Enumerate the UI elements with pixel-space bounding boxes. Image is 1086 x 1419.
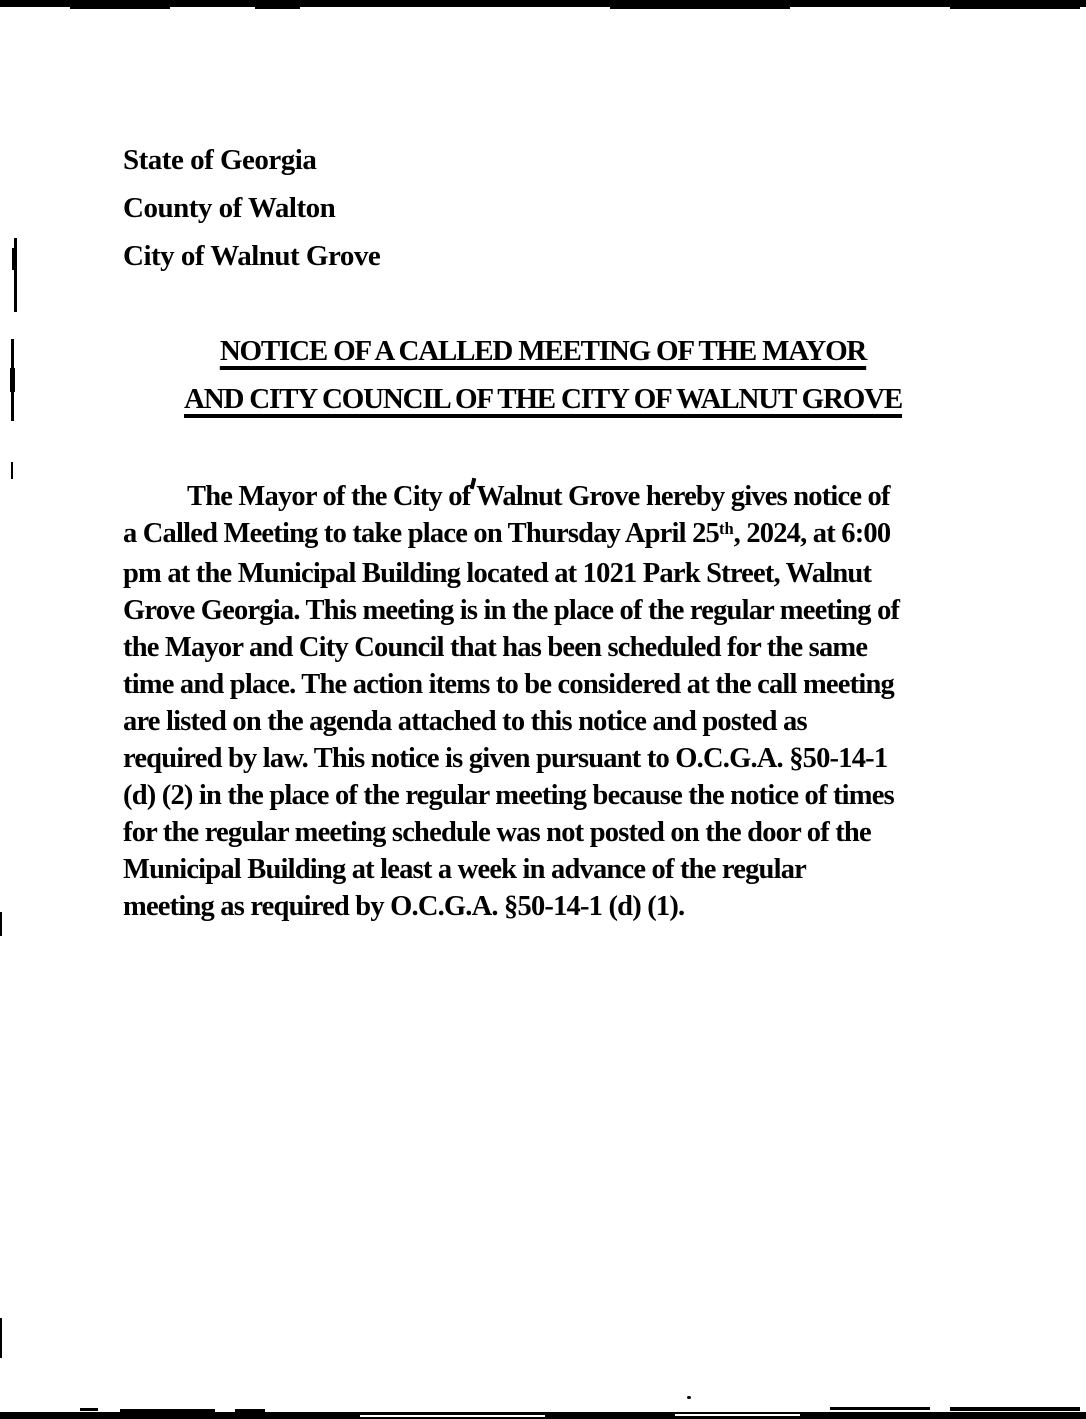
scan-artifact-bottom-speck: [80, 1408, 98, 1411]
notice-title-line-1: [0, 327, 1086, 375]
scan-artifact-bottom-speck: [120, 1409, 215, 1412]
notice-title-text-2: AND CITY COUNCIL OF THE CITY OF WALNUT GROVE: [184, 383, 902, 415]
notice-title-text-1: NOTICE OF A CALLED MEETING OF THE MAYOR: [219, 335, 867, 367]
scan-artifact-dot: [687, 1396, 691, 1399]
body-text-segment: are listed on the agenda attached to this notice and posted as: [123, 706, 807, 737]
letterhead-line-county: County of Walton: [123, 192, 336, 224]
scan-artifact-top-bar: [0, 0, 1086, 7]
body-line: [123, 592, 1003, 629]
ordinal-superscript: th: [718, 518, 734, 538]
body-text-segment: a Called Meeting to take place on Thursday April 25: [123, 518, 719, 549]
notice-title-line-2: [0, 375, 1086, 423]
scan-artifact-left-mark: [11, 462, 13, 479]
scan-artifact-left-mark: [0, 1318, 2, 1358]
scan-artifact-bottom-speck: [235, 1409, 265, 1412]
body-text-segment: Municipal Building at least a week in advance of the regular: [123, 854, 806, 885]
body-line: [123, 851, 1003, 888]
notice-title: [0, 327, 1086, 423]
scan-artifact-top-speck: [255, 7, 300, 9]
letterhead-line-city: City of Walnut Grove: [123, 240, 381, 272]
body-text-segment: pm at the Municipal Building located at 1021 Park Street, Walnut: [123, 558, 872, 589]
scan-artifact-bottom-speck: [950, 1407, 1080, 1411]
scan-artifact-bottom-speck: [830, 1407, 930, 1410]
body-text-segment: required by law. This notice is given pursuant to O.C.G.A. §50-14-1: [123, 743, 888, 774]
body-text-segment: the Mayor and City Council that has been scheduled for the same: [123, 632, 868, 663]
body-line: [123, 814, 1003, 851]
body-text-segment: Grove Georgia. This meeting is in the place of the regular meeting of: [123, 595, 900, 626]
scan-artifact-top-speck: [610, 6, 790, 9]
scan-artifact-top-speck: [70, 7, 170, 9]
scan-artifact-white-streak: [675, 1414, 800, 1416]
body-line: [123, 888, 1003, 925]
body-text-segment: for the regular meeting schedule was not posted on the door of the: [123, 817, 871, 848]
body-text-segment: , 2024, at 6:00: [733, 518, 891, 549]
body-text-segment: meeting as required by O.C.G.A. §50-14-1 (d) (1).: [123, 891, 685, 922]
scan-artifact-left-mark: [12, 248, 17, 270]
body-line: [123, 666, 1003, 703]
body-line: [123, 555, 1003, 592]
body-line: [123, 515, 1003, 555]
scan-artifact-white-streak: [360, 1415, 545, 1417]
body-line: [123, 777, 1003, 814]
scan-artifact-top-speck: [950, 7, 1080, 9]
body-text-segment: time and place. The action items to be considered at the call meeting: [123, 669, 894, 700]
body-text-segment: The Mayor of the City of Walnut Grove hereby gives notice of: [187, 481, 890, 512]
scan-artifact-left-mark: [0, 912, 2, 936]
notice-body: [123, 478, 1003, 925]
body-line: [123, 629, 1003, 666]
body-line: [123, 478, 1003, 515]
letterhead: [123, 136, 380, 280]
body-line: [123, 703, 1003, 740]
body-text-segment: (d) (2) in the place of the regular meeting because the notice of times: [123, 780, 894, 811]
letterhead-line-state: State of Georgia: [123, 144, 317, 176]
body-line: [123, 740, 1003, 777]
